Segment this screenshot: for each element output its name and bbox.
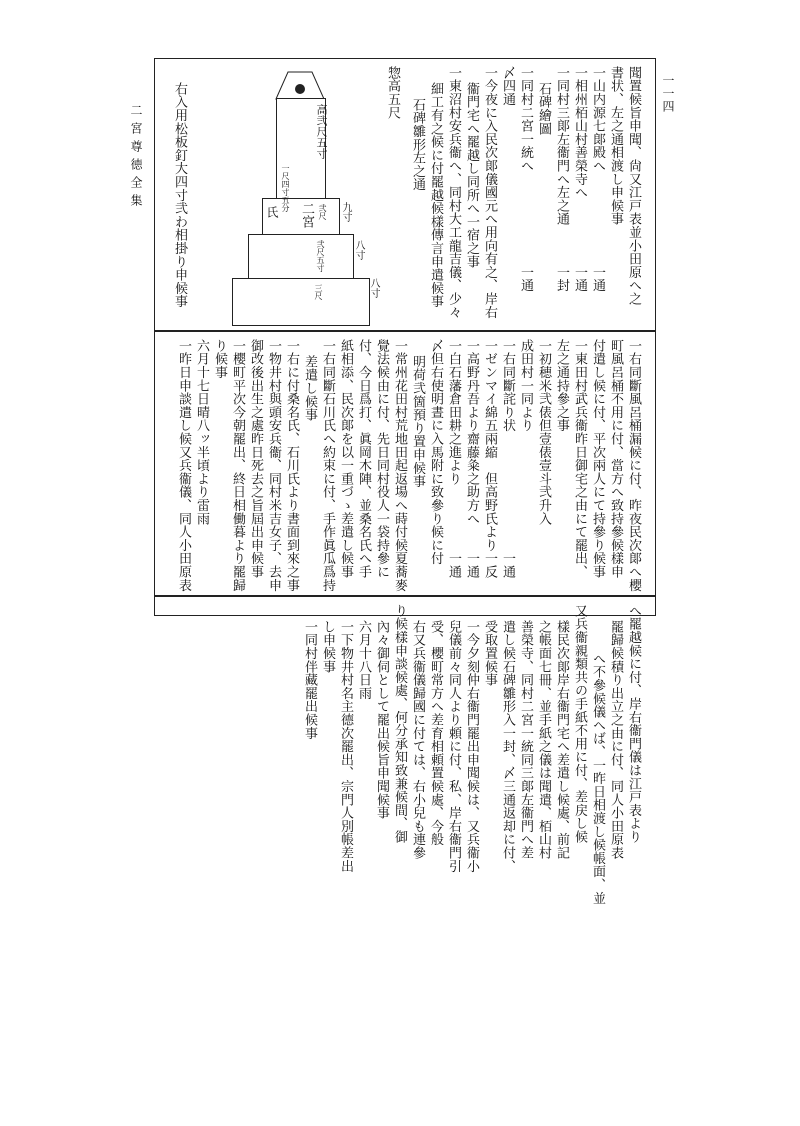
text-column: 一初穂米弐俵但壹俵壹斗弐升入 [536, 339, 551, 526]
monument-top [274, 70, 326, 100]
monument-base-3 [232, 278, 370, 326]
text-column: 〆四通 [500, 66, 515, 106]
text-column: へ罷越候に付、岸右衞門儀は江戸表より [626, 604, 641, 844]
text-column: 一今夕刻仲右衞門罷出申聞候は、又兵衞小 [464, 620, 479, 873]
text-column: 內々御伺として罷出候旨申聞候事 [374, 620, 389, 820]
monument-base-2 [248, 234, 354, 280]
text-column: 御改後出生之處昨日死去之旨屆出申候事 [248, 339, 263, 579]
text-column: 一右に付桑名氏、石川氏より書面到來之事 [284, 339, 299, 592]
dimension-label: 高弐尺五寸 [315, 104, 328, 159]
text-column: 一同村二宮一統へ 一通 [518, 66, 533, 293]
text-column: 書状、左之通相渡し申候事 [608, 66, 623, 226]
dimension-label: 八寸 [353, 240, 364, 260]
text-column: 右又兵衞儀歸國に付ては、右小兒も連參 [410, 620, 425, 860]
dimension-label: 三尺 [314, 284, 323, 300]
family-name-left: 氏 [265, 206, 279, 218]
text-column: 一東沼村安兵衞へ、同村大工龍吉儀、少々 [446, 66, 461, 319]
text-column: 聞置候旨申聞、尙又江戸表並小田原へ之 [626, 66, 641, 306]
text-column: 左之通持參之事 [554, 339, 569, 433]
dimension-label: 弐尺五寸 [316, 240, 325, 272]
text-column: 一高野丹吾より齋藤粂之助方へ 一通 [464, 339, 479, 579]
text-column: 成田村一同より [518, 339, 533, 433]
text-column: 細工有之候に付罷越候樣傳言申遣候事 [428, 82, 443, 309]
text-column: 罷歸候積り出立之由に付、同人小田原表 [608, 620, 623, 860]
text-column: 石碑繪圖 [536, 82, 551, 136]
text-column: 石碑雛形左之通 [410, 98, 425, 192]
book-title: 二宮尊徳全集 [129, 104, 143, 212]
text-column: し申候事 [320, 620, 335, 674]
text-column: 一物井村與頭安兵衞、同村米吉女子、去申 [266, 339, 281, 592]
text-column: 衞門宅へ罷越し同所へ一宿之事 [464, 82, 479, 269]
dimension-label: 九寸 [340, 202, 351, 222]
text-column: 一常州花田村荒地田起返場へ蒔付候夏蕎麥 [392, 339, 407, 592]
text-column: 一山内源七郞殿へ 一通 [590, 66, 605, 293]
text-column: 一白石藩倉田耕之進より 一通 [446, 339, 461, 579]
text-column: 一下物井村名主德次罷出、宗門人別帳差出 [338, 620, 353, 873]
section-divider [155, 595, 655, 597]
text-column: 町風呂桶不用に付、當方へ致持參候樣申 [608, 339, 623, 579]
diagram-total-height: 惣高五尺 [385, 66, 400, 120]
text-column: 受、櫻町常方へ差育相頼置候處、今般 [428, 620, 443, 847]
text-column: り候樣申談候處、何分承知致兼候間、御 [392, 604, 407, 844]
dimension-label: 一尺四寸五分 [281, 164, 290, 212]
dimension-label: 弐尺 [318, 204, 327, 220]
text-column: 右入用松板釘大四寸弐わ相掛り申候事 [172, 82, 187, 309]
text-column: 覺法候由に付、先日同村役人一袋持參に [374, 339, 389, 579]
dimension-label: 八寸 [368, 278, 379, 298]
text-column: 六月十八日雨 [356, 620, 371, 700]
page-number: 一一四 [661, 74, 675, 113]
text-column: 一今夜に入民次郞儀國元へ用向有之、岸右 [482, 66, 497, 319]
text-column: 一右同斷石川氏へ約束に付、手作眞瓜爲持 [320, 339, 335, 592]
text-column: 差遣し候事 [302, 355, 317, 422]
text-column: 受取置候事 [482, 620, 497, 687]
text-column: 又兵衞親類共の手紙不用に付、差戻し候 [572, 604, 587, 844]
text-column: 一昨日申談遣し候又兵衞儀、同人小田原表 [176, 339, 191, 592]
text-column: 善榮寺、同村二宮一統同三郞左衞門へ差 [518, 620, 533, 860]
section-divider [155, 330, 655, 332]
text-column: 一櫻町平次今朝罷出、終日相働暮より罷歸 [230, 339, 245, 592]
text-column: 兒儀前々同人より頼に付、私、岸右衞門引 [446, 620, 461, 873]
text-column: へ不參候儀へば、一昨日相渡し候帳面、並 [590, 652, 605, 905]
text-column: 之帳面七冊、並手紙之儀は聞遣、栢山村 [536, 620, 551, 860]
text-column: 紙相添、民次郞を以一重づゝ差遣し候事 [338, 339, 353, 579]
text-column: 一同村伴藏罷出候事 [302, 620, 317, 740]
text-column: 付遣し候に付、平次兩人にて持參り候事 [590, 339, 605, 579]
text-column: 明荷弐箇預り置申候事 [410, 355, 425, 488]
text-column: 付、今日爲打、眞岡木陣、並桑名氏へ手 [356, 339, 371, 579]
text-column: 一東田村武兵衞昨日御宅之由にて罷出、 [572, 339, 587, 579]
text-column: 一ゼンマイ綿五兩縮 但高野氏より一反 [482, 339, 497, 579]
text-column: 一相州栢山村善榮寺へ 一通 [572, 66, 587, 293]
text-column: 〆但右使明晝に入馬附に致參り候に付 [428, 339, 443, 566]
text-column: 一同村三郞左衞門へ左之通 一封 [554, 66, 569, 293]
text-column: り候事 [212, 339, 227, 379]
text-column: 一右同斷詫り状 一通 [500, 339, 515, 579]
text-column: 六月十七日晴八ッ半頃より雷雨 [194, 339, 209, 526]
text-column: 一右同斷風呂桶漏候に付、昨夜民次郞へ櫻 [626, 339, 641, 592]
family-name-right: 二宮 [299, 202, 314, 228]
text-column: 遣し候石碑雛形入一封、〆三通返却に付、 [500, 620, 515, 873]
text-column: 樣民次郞岸右衞門宅へ差遣し候處、前記 [554, 620, 569, 860]
